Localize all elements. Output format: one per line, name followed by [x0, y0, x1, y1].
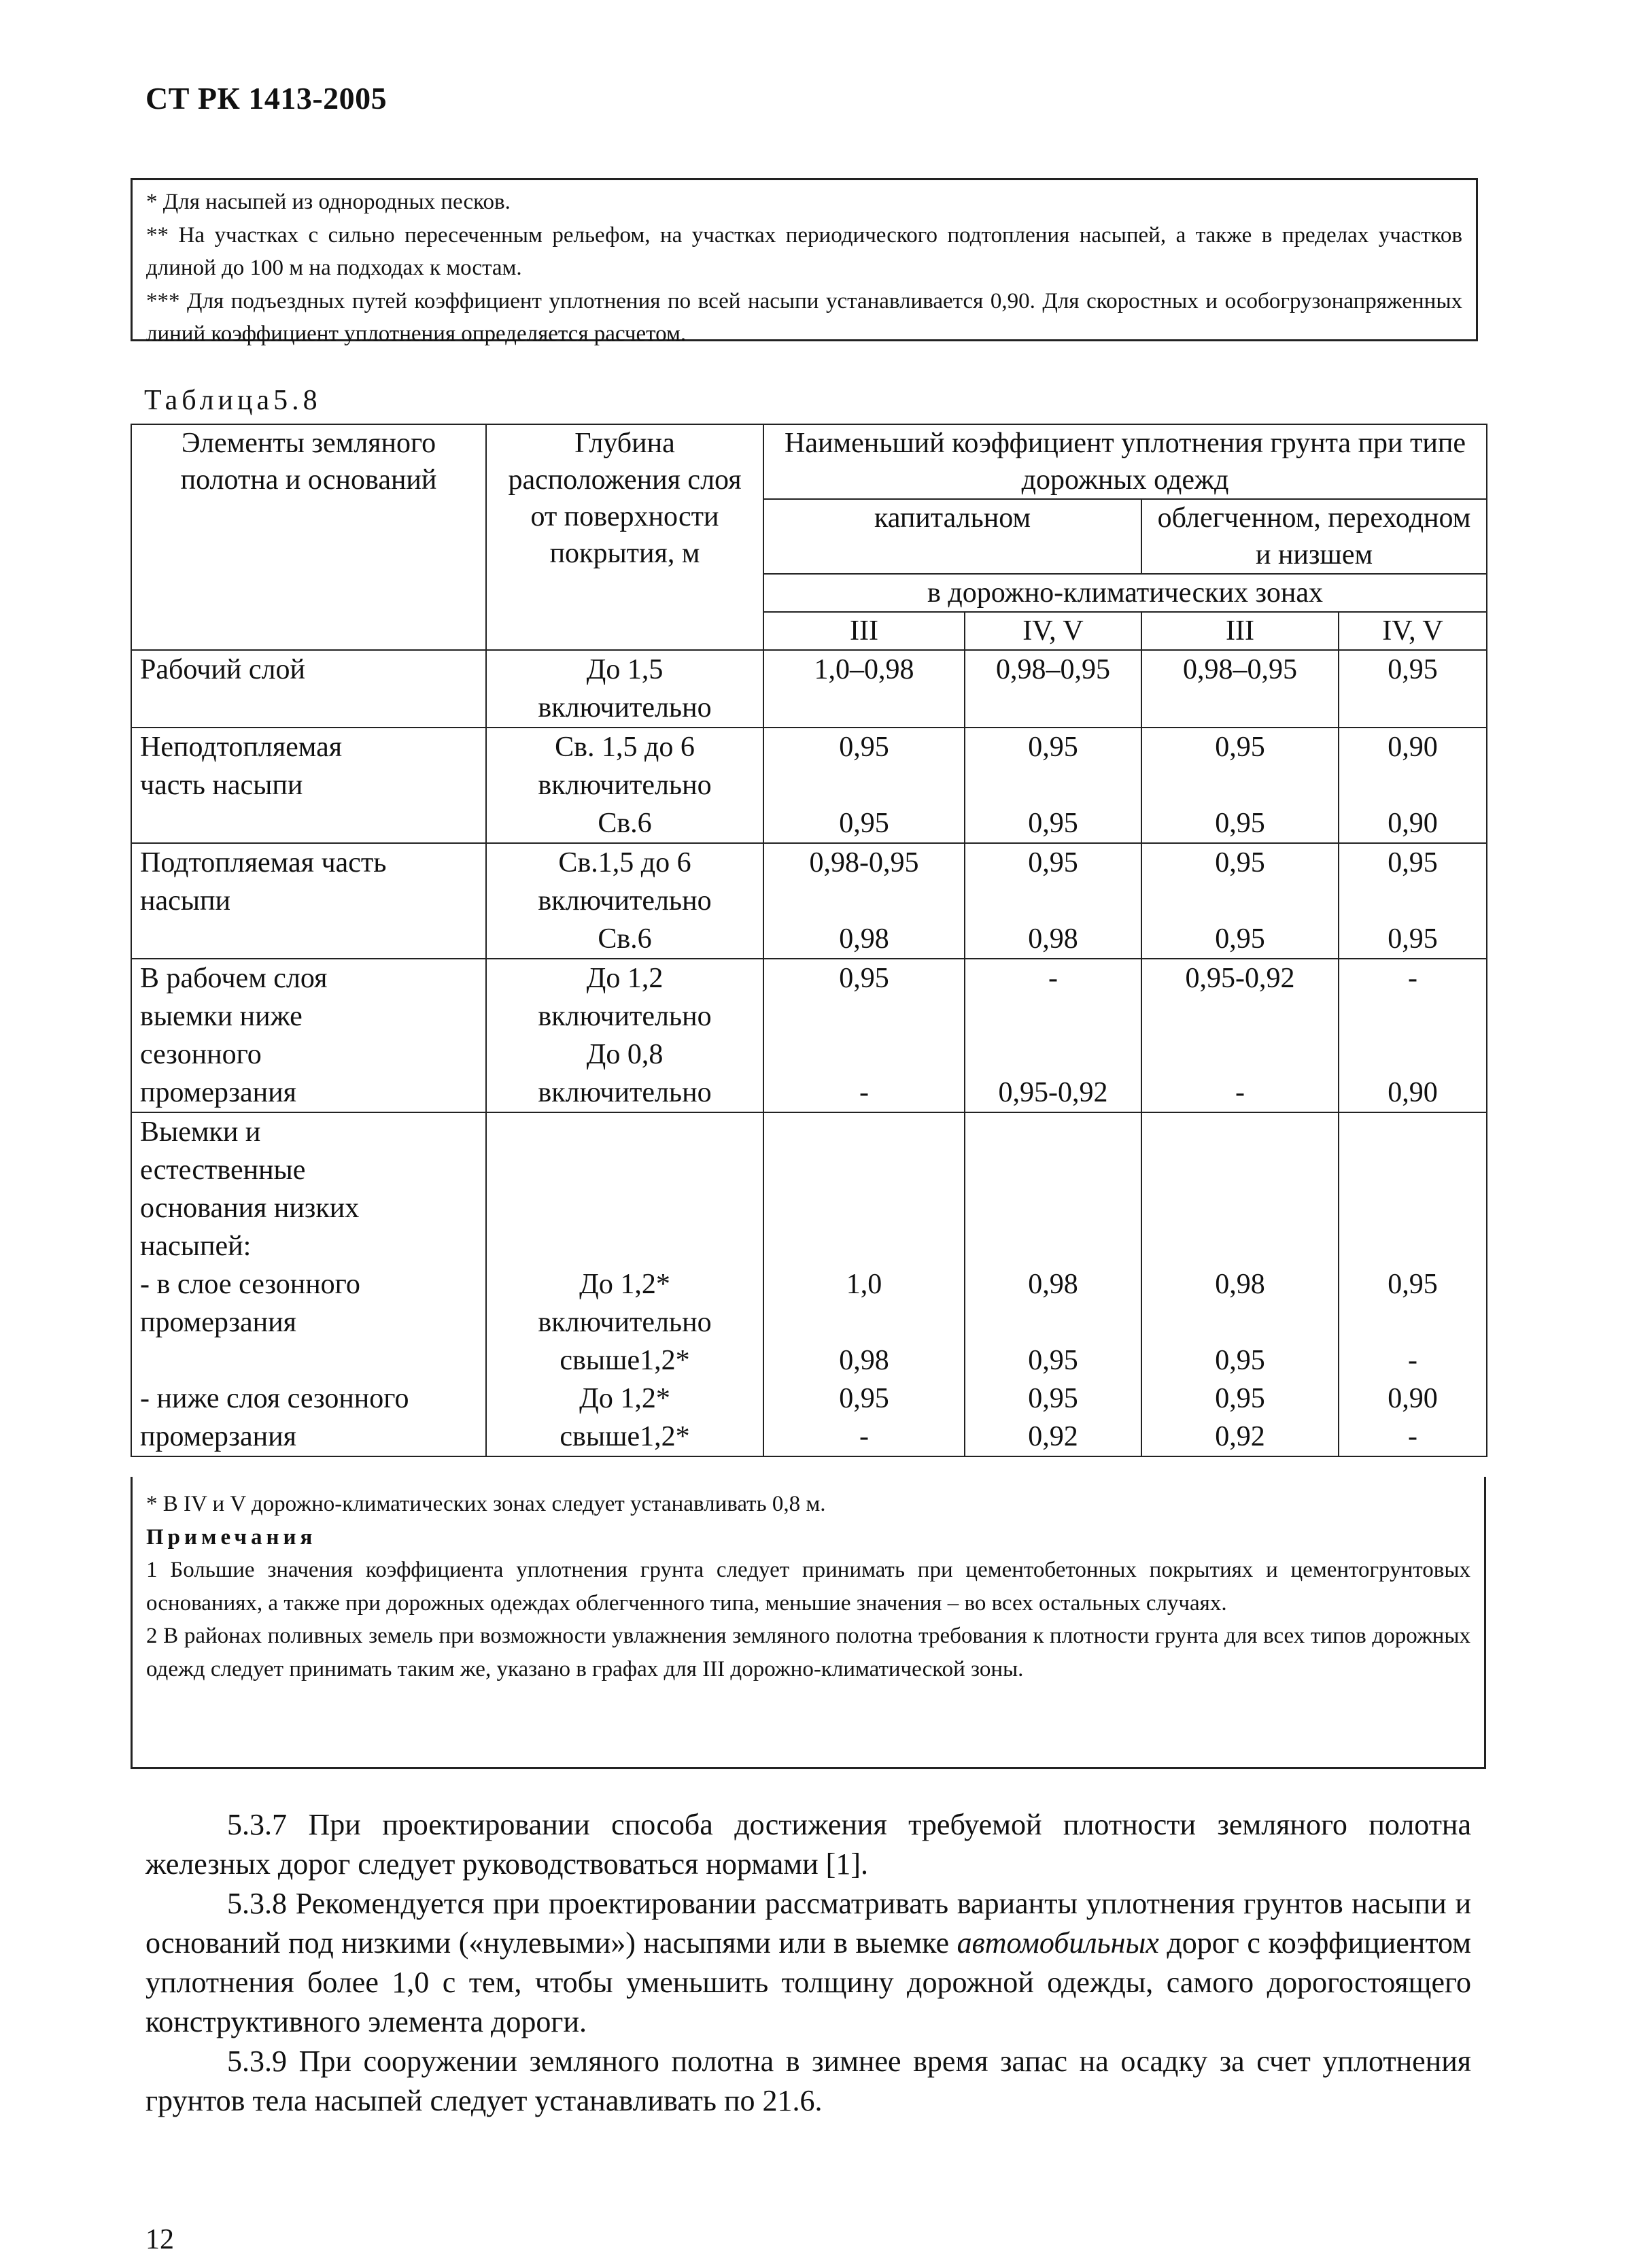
row-value-light-iv-v: 0,95 0,95	[1339, 843, 1487, 959]
row-value-light-iii: 0,95-0,92 -	[1141, 959, 1339, 1112]
row-value-capital-iii: 1,0 0,98 0,95 -	[763, 1112, 965, 1456]
row-depth-cell: Св.1,5 до 6 включительно Св.6	[486, 843, 763, 959]
header-zone-cap-iv-v: IV, V	[965, 612, 1141, 650]
footnote-2: ** На участках с сильно пересеченным рельефом, на участках периодического подтопления насыпей, а также в пределах участков длиной до 100 м на подходах к мостам.	[146, 222, 1462, 280]
header-depth: Глубина расположения слоя от поверхности покрытия, м	[486, 424, 763, 650]
row-value-capital-iv-v: 0,98 0,95 0,95 0,92	[965, 1112, 1141, 1456]
note-2: 2 В районах поливных земель при возможности увлажнения земляного полотна требования к плотности грунта для всех типов дорожных одежд следует принимать таким же, указано в графах для III дорожно-климатической зоны.	[146, 1624, 1470, 1681]
row-value-capital-iii: 0,98-0,95 0,98	[763, 843, 965, 959]
page-number: 12	[145, 2224, 174, 2255]
header-zone-light-iii: III	[1141, 612, 1339, 650]
body-text	[145, 1805, 1471, 2121]
table-body	[131, 650, 1487, 1456]
table-row	[131, 959, 1487, 1112]
row-value-capital-iv-v: 0,98–0,95	[965, 650, 1141, 728]
row-element-cell: Рабочий слой	[131, 650, 486, 728]
footnote-box	[131, 178, 1478, 346]
row-value-light-iii: 0,98 0,95 0,95 0,92	[1141, 1112, 1339, 1456]
row-element-cell: Подтопляемая часть насыпи	[131, 843, 486, 959]
depth-footnote: * В IV и V дорожно-климатических зонах следует устанавливать 0,8 м.	[146, 1492, 826, 1516]
row-value-light-iii: 0,95 0,95	[1141, 843, 1339, 959]
row-element-cell: Неподтопляемая часть насыпи	[131, 728, 486, 843]
header-capital: капитальном	[763, 499, 1141, 574]
clause-5-3-9: 5.3.9 При сооружении земляного полотна в зимнее время запас на осадку за счет уплотнения грунтов тела насыпей следует устанавливать по 21.6.	[145, 2045, 1471, 2117]
document-code: СТ РК 1413-2005	[145, 81, 388, 116]
row-value-light-iii: 0,98–0,95	[1141, 650, 1339, 728]
clause-5-3-8-emphasis: автомобильных	[957, 1926, 1159, 1960]
footnote-1: * Для насыпей из однородных песков.	[146, 190, 511, 214]
header-light: облегченном, переходном и низшем	[1141, 499, 1487, 574]
clause-5-3-8-part-2: дорог с коэффициентом уплотнения более 1,0 с тем, чтобы уменьшить толщину дорожной одежды, самого дорогостоящего конструктивного элемента дороги.	[145, 1926, 1471, 2038]
row-value-capital-iii: 1,0–0,98	[763, 650, 965, 728]
compaction-table	[131, 424, 1487, 1457]
row-value-light-iv-v: - 0,90	[1339, 959, 1487, 1112]
row-depth-cell: До 1,2* включительно свыше1,2* До 1,2* свыше1,2*	[486, 1112, 763, 1456]
table-row	[131, 1112, 1487, 1456]
header-zone-cap-iii: III	[763, 612, 965, 650]
row-value-light-iv-v: 0,90 0,90	[1339, 728, 1487, 843]
row-depth-cell: Св. 1,5 до 6 включительно Св.6	[486, 728, 763, 843]
notes-title: Примечания	[146, 1524, 317, 1550]
clause-5-3-7: 5.3.7 При проектировании способа достижения требуемой плотности земляного полотна железных дорог следует руководствоваться нормами [1].	[145, 1808, 1471, 1881]
table-row	[131, 650, 1487, 728]
header-elements: Элементы земляного полотна и оснований	[131, 424, 486, 650]
header-zones: в дорожно-климатических зонах	[763, 574, 1487, 612]
row-element-cell: Выемки и естественные основания низких насыпей: - в слое сезонного промерзания - ниже слоя сезонного промерзания	[131, 1112, 486, 1456]
row-depth-cell: До 1,5 включительно	[486, 650, 763, 728]
row-value-light-iv-v: 0,95	[1339, 650, 1487, 728]
row-value-capital-iv-v: 0,95 0,98	[965, 843, 1141, 959]
footnote-3: *** Для подъездных путей коэффициент уплотнения по всей насыпи устанавливается 0,90. Для скоростных и особогрузонапряженных линий коэффициент уплотнения определяется расчетом.	[146, 288, 1462, 346]
table-caption: Таблица5.8	[144, 385, 322, 416]
row-value-capital-iii: 0,95 -	[763, 959, 965, 1112]
row-element-cell: В рабочем слоя выемки ниже сезонного промерзания	[131, 959, 486, 1112]
row-value-capital-iv-v: 0,95 0,95	[965, 728, 1141, 843]
row-depth-cell: До 1,2 включительно До 0,8 включительно	[486, 959, 763, 1112]
row-value-capital-iii: 0,95 0,95	[763, 728, 965, 843]
table-row	[131, 843, 1487, 959]
clause-5-3-8	[145, 1884, 1471, 2042]
clause-5-3-8-part-1: 5.3.8 Рекомендуется при проектировании рассматривать варианты уплотнения грунтов насыпи и оснований под низкими («нулевыми») насыпями или в выемке	[145, 1887, 1471, 1960]
note-1: 1 Большие значения коэффициента уплотнения грунта следует принимать при цементобетонных покрытиях и цементогрунтовых основаниях, а также при дорожных одеждах облегченного типа, меньшие значения – во всех остальных случаях.	[146, 1558, 1470, 1616]
row-value-capital-iv-v: - 0,95-0,92	[965, 959, 1141, 1112]
table-row	[131, 728, 1487, 843]
notes-box	[131, 1477, 1486, 1769]
row-value-light-iv-v: 0,95 - 0,90 -	[1339, 1112, 1487, 1456]
header-min-coefficient: Наименьший коэффициент уплотнения грунта при типе дорожных одежд	[763, 424, 1487, 499]
header-zone-light-iv-v: IV, V	[1339, 612, 1487, 650]
row-value-light-iii: 0,95 0,95	[1141, 728, 1339, 843]
